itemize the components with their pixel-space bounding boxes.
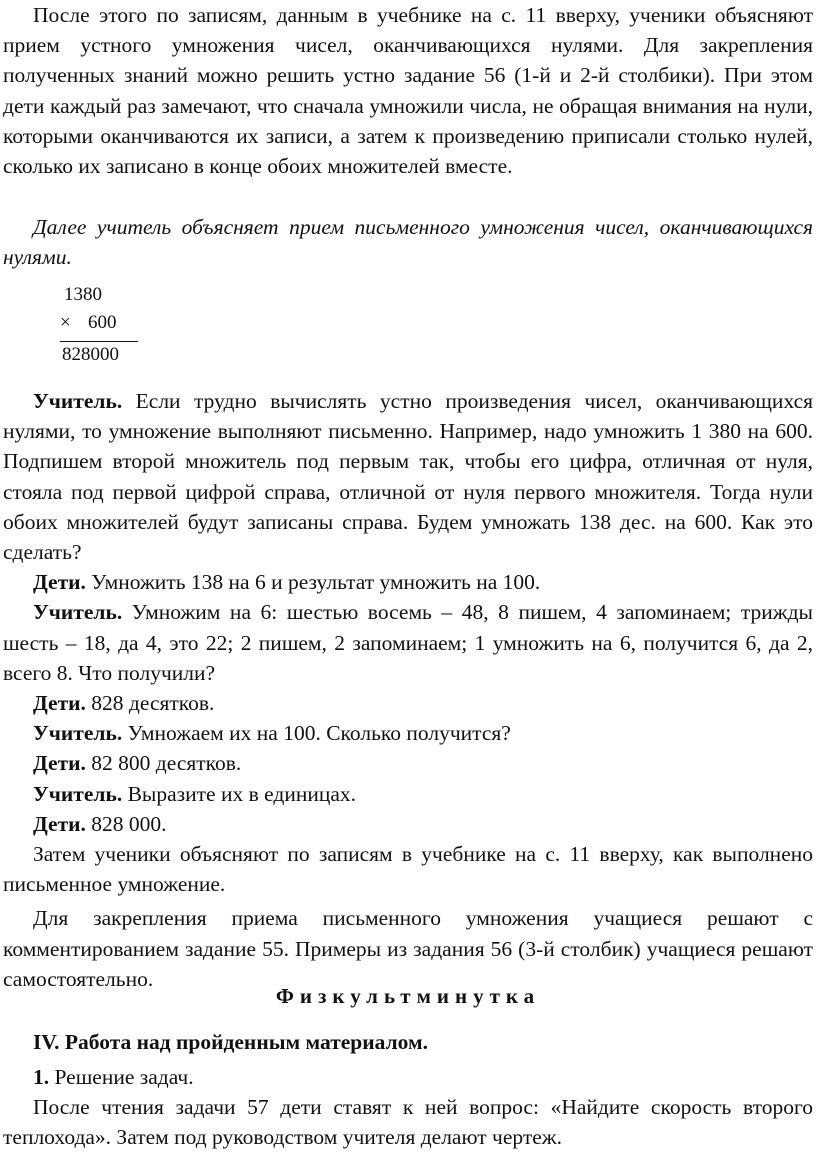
dialog-block — [0, 386, 816, 994]
dialog-line — [0, 779, 816, 809]
section-heading-physical-break: Физкультминутка — [275, 984, 541, 1008]
dialog-text: Если трудно вычислять устно произведения чисел, оканчивающихся нулями, то умножение выполняют письменно. Например, надо умножить 1 380 на 600. Подпишем второй множитель под первым так, чтобы его цифра, отличная от нуля, стояла под первой цифрой справа, отличной от нуля первого множителя. Тогда нули обоих множителей будут записаны справа. Будем умножать 138 дес. на 600. Как это сделать? — [3, 389, 813, 565]
paragraph-textbook-explanation: Затем ученики объясняют по записям в учебнике на с. 11 вверху, как выполнено письменное умножение. — [3, 842, 813, 897]
speaker-label: Учитель. — [33, 389, 123, 413]
task-number: 1. — [33, 1065, 50, 1089]
multiplier: 600 — [88, 312, 117, 333]
speaker-label: Дети. — [33, 691, 86, 716]
speaker-label: Дети. — [33, 570, 86, 595]
paragraph-oral-multiplication: После этого по записям, данным в учебнике на с. 11 вверху, ученики объясняют прием устного умножения чисел, оканчивающихся нулями. Для закрепления полученных знаний можно решить устно задание 56 (1-й и 2-й столбики). При этом дети каждый раз замечают, что сначала умножили числа, не обращая внимания на нули, которыми оканчиваются их записи, а затем к произведению приписали столько нулей, сколько их записано в конце обоих множителей вместе. — [3, 3, 813, 179]
dialog-line — [0, 748, 816, 778]
dialog-line — [0, 688, 816, 718]
dialog-text: 828 000. — [85, 811, 167, 836]
task-label: Решение задач. — [49, 1065, 194, 1089]
section-heading-iv: IV. Работа над пройденным материалом. — [33, 1030, 429, 1054]
result-line — [60, 341, 138, 342]
dialog-line — [0, 809, 816, 839]
task-block — [0, 1062, 816, 1153]
dialog-text: Умножим на 6: шестью восемь – 48, 8 пишем, 4 запоминаем; трижды шесть – 18, да 4, это 22; 2 пишем, 2 запоминаем; 1 умножить на 6, получится 6, да 2, всего 8. Что получили? — [3, 600, 813, 685]
dialog-text: Выразите их в единицах. — [122, 781, 357, 806]
paragraph-consolidation: Для закрепления приема письменного умножения учащиеся решают с комментированием задание 55. Примеры из задания 56 (3-й столбик) учащиеся решают самостоятельно. — [3, 906, 813, 991]
dialog-line — [0, 567, 816, 597]
dialog-text: Умножить 138 на 6 и результат умножить на 100. — [85, 570, 541, 595]
dialog-text: Умножаем их на 100. Сколько получится? — [122, 721, 511, 746]
speaker-label: Дети. — [33, 751, 86, 776]
speaker-label: Учитель. — [33, 600, 123, 625]
dialog-text: 82 800 десятков. — [85, 751, 242, 776]
product: 828000 — [62, 344, 119, 365]
dialog-line — [0, 718, 816, 748]
paragraph-task-57: После чтения задачи 57 дети ставят к ней вопрос: «Найдите скорость второго теплохода». Затем под руководством учителя делают чертеж. — [3, 1095, 813, 1150]
paragraph-written-multiplication-intro: Далее учитель объясняет прием письменного умножения чисел, оканчивающихся нулями. — [3, 215, 813, 270]
speaker-label: Дети. — [33, 811, 86, 836]
dialog-line — [0, 597, 816, 688]
speaker-label: Учитель. — [33, 781, 123, 806]
task-title — [0, 1062, 816, 1092]
dialog-line — [0, 386, 816, 567]
speaker-label: Учитель. — [33, 721, 123, 746]
multiply-sign: × — [60, 312, 71, 333]
dialog-text: 828 десятков. — [85, 691, 215, 716]
multiplicand: 1380 — [64, 284, 102, 305]
